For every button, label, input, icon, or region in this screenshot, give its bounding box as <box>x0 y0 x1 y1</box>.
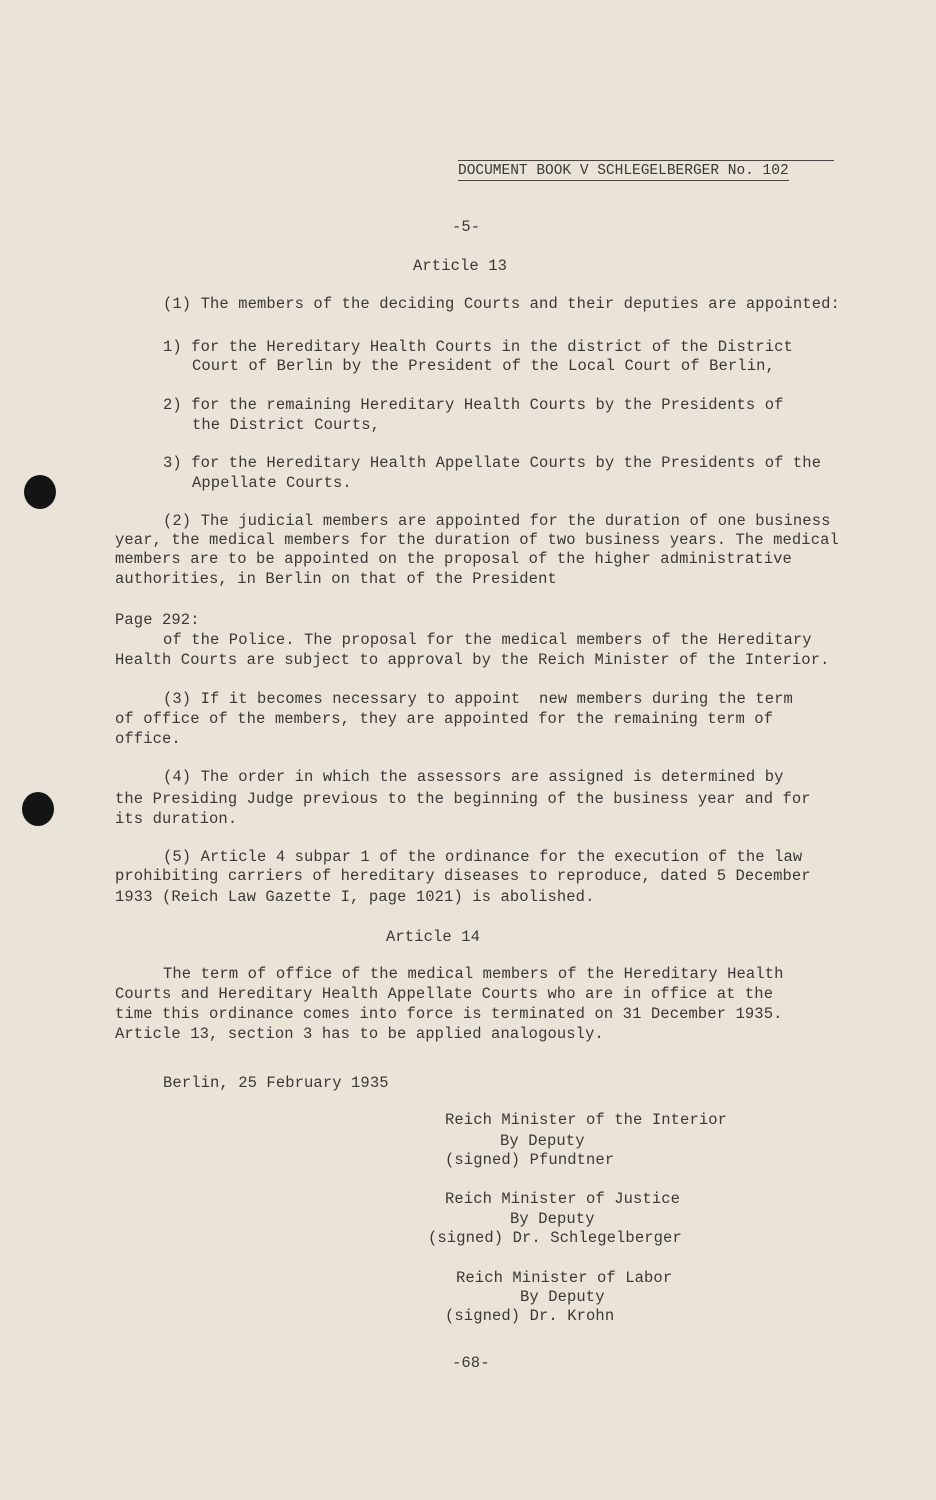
para-4-line-1: (4) The order in which the assessors are assigned is determined by <box>163 768 784 786</box>
signature-3-signed: (signed) Dr. Krohn <box>445 1307 615 1325</box>
signature-2-by: By Deputy <box>510 1210 595 1228</box>
article-14-line-4: Article 13, section 3 has to be applied analogously. <box>115 1025 604 1043</box>
item-3-line-1: 3) for the Hereditary Health Appellate Courts by the Presidents of the <box>163 454 822 472</box>
article-14-line-3: time this ordinance comes into force is terminated on 31 December 1935. <box>115 1005 783 1023</box>
punch-hole-bottom <box>22 792 54 826</box>
place-date: Berlin, 25 February 1935 <box>163 1074 389 1092</box>
article-13-heading: Article 13 <box>413 257 508 275</box>
page-reference: Page 292: <box>115 611 200 629</box>
article-13-intro: (1) The members of the deciding Courts and their deputies are appointed: <box>163 295 840 313</box>
signature-1-signed: (signed) Pfundtner <box>445 1151 615 1169</box>
signature-2-title: Reich Minister of Justice <box>445 1190 681 1208</box>
para-5-line-2: prohibiting carriers of hereditary diseases to reproduce, dated 5 December <box>115 867 811 885</box>
para-4-line-3: its duration. <box>115 810 238 828</box>
signature-1-title: Reich Minister of the Interior <box>445 1111 728 1129</box>
signature-3-title: Reich Minister of Labor <box>456 1269 673 1287</box>
page-marker-bottom: -68- <box>452 1354 490 1372</box>
item-3-line-2: Appellate Courts. <box>192 474 352 492</box>
item-2-line-1: 2) for the remaining Hereditary Health Courts by the Presidents of <box>163 396 784 414</box>
para-3-line-2: of office of the members, they are appointed for the remaining term of <box>115 710 774 728</box>
para-2-line-3: members are to be appointed on the proposal of the higher administrative <box>115 550 792 568</box>
para-5-line-1: (5) Article 4 subpar 1 of the ordinance for the execution of the law <box>163 848 803 866</box>
punch-hole-top <box>24 475 56 509</box>
signature-1-by: By Deputy <box>500 1132 585 1150</box>
para-2-line-1: (2) The judicial members are appointed for the duration of one business <box>163 512 831 530</box>
para-2-line-4: authorities, in Berlin on that of the President <box>115 570 557 588</box>
para-2b-line-1: of the Police. The proposal for the medical members of the Hereditary <box>163 631 812 649</box>
para-2-line-2: year, the medical members for the duration of two business years. The medical <box>115 531 839 549</box>
signature-3-by: By Deputy <box>520 1288 605 1306</box>
item-1-line-2: Court of Berlin by the President of the Local Court of Berlin, <box>192 357 775 375</box>
item-2-line-2: the District Courts, <box>192 416 381 434</box>
para-5-line-3: 1933 (Reich Law Gazette I, page 1021) is abolished. <box>115 888 595 906</box>
para-2b-line-2: Health Courts are subject to approval by the Reich Minister of the Interior. <box>115 651 830 669</box>
document-header: DOCUMENT BOOK V SCHLEGELBERGER No. 102 <box>458 163 789 179</box>
signature-2-signed: (signed) Dr. Schlegelberger <box>428 1229 682 1247</box>
article-14-line-1: The term of office of the medical members of the Hereditary Health <box>163 965 784 983</box>
article-14-heading: Article 14 <box>386 928 481 946</box>
article-14-line-2: Courts and Hereditary Health Appellate Courts who are in office at the <box>115 985 774 1003</box>
item-1-line-1: 1) for the Hereditary Health Courts in the district of the District <box>163 338 793 356</box>
para-3-line-1: (3) If it becomes necessary to appoint new members during the term <box>163 690 793 708</box>
para-4-line-2: the Presiding Judge previous to the beginning of the business year and for <box>115 790 811 808</box>
page-marker-top: -5- <box>452 218 481 236</box>
header-overline <box>458 160 834 161</box>
para-3-line-3: office. <box>115 730 181 748</box>
